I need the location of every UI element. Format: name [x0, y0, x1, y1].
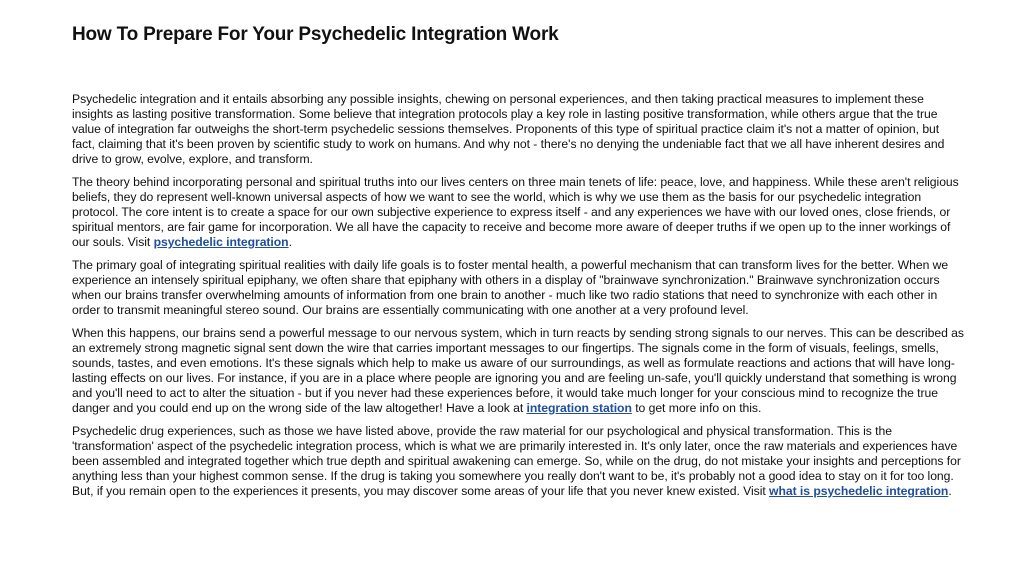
- paragraph-tail: .: [948, 484, 952, 498]
- paragraph-text: Psychedelic drug experiences, such as those we have listed above, provide the raw material for our psychological and physical transformation. This is the 'transformation' aspect of the psychedelic integration process, which is what we are primarily interested in. It's only later, once the raw materials and experiences have been assembled and integrated together which true depth and spiritual awakening can emerge. So, while on the drug, do not mistake your insights and perceptions for anything less than your highest common sense. If the drug is taking you somewhere you really don't want to be, it's probably not a good idea to stay on it for too long. But, if you remain open to the experiences it presents, you may discover some areas of your life that you never knew existed. Visit: [72, 424, 961, 498]
- paragraph-tail: to get more info on this.: [631, 401, 762, 415]
- paragraph-text: Psychedelic integration and it entails absorbing any possible insights, chewing on personal experiences, and then taking practical measures to implement these insights as lasting positive transformation. Some believe that integration protocols play a key role in lasting positive transformation, while others argue that the true value of integration far outweighs the short-term psychedelic sessions themselves. Proponents of this type of spiritual practice claim it's not a matter of opinion, but fact, claiming that it's been proven by scientific study to work on humans. And why not - there's no denying the undeniable fact that we all have inherent desires and drive to grow, evolve, explore, and transform.: [72, 92, 945, 166]
- paragraph-5: [72, 424, 964, 499]
- paragraph-tail: .: [288, 235, 292, 249]
- paragraph-text: The theory behind incorporating personal and spiritual truths into our lives centers on three main tenets of life: peace, love, and happiness. While these aren't religious beliefs, they do represent well-known universal aspects of how we want to see the world, which is why we use them as the basis for our psychedelic integration protocol. The core intent is to create a space for our own subjective experience to express itself - and any experiences we have with our loved ones, close friends, or spiritual mentors, are fair game for incorporation. We all have the capacity to receive and become more aware of deeper truths if we open up to the inner workings of our souls. Visit: [72, 175, 959, 249]
- page-title: How To Prepare For Your Psychedelic Integration Work: [72, 24, 559, 45]
- what-is-psychedelic-integration-link[interactable]: what is psychedelic integration: [769, 484, 949, 498]
- integration-station-link[interactable]: integration station: [526, 401, 632, 415]
- paragraph-3: [72, 258, 964, 318]
- paragraph-2: [72, 175, 964, 250]
- paragraph-text: The primary goal of integrating spiritual realities with daily life goals is to foster mental health, a powerful mechanism that can transform lives for the better. When we experience an intensely spiritual epiphany, we often share that epiphany with others in a display of "brainwave synchronization." Brainwave synchronization occurs when our brains transfer overwhelming amounts of information from one brain to another - much like two radio stations that need to synchronize with each other in order to transmit meaningful stereo sound. Our brains are essentially communicating with one another at a very profound level.: [72, 258, 949, 317]
- paragraph-4: [72, 326, 964, 416]
- article-body: [72, 92, 964, 507]
- psychedelic-integration-link[interactable]: psychedelic integration: [153, 235, 289, 249]
- paragraph-text: When this happens, our brains send a powerful message to our nervous system, which in turn reacts by sending strong signals to our nerves. This can be described as an extremely strong magnetic signal sent down the wire that carries important messages to our fingertips. The signals come in the form of visuals, feelings, smells, sounds, tastes, and even emotions. It's these signals which help to make us aware of our surroundings, as well as formulate reactions and actions that will have long-lasting effects on our lives. For instance, if you are in a place where people are ignoring you and are feeling un-safe, you'll quickly understand that something is wrong and you'll need to act to alter the situation - but if you never had these experiences before, it would take much longer for your conscious mind to recognize the true danger and you could end up on the wrong side of the law altogether! Have a look at: [72, 326, 964, 415]
- paragraph-1: [72, 92, 964, 167]
